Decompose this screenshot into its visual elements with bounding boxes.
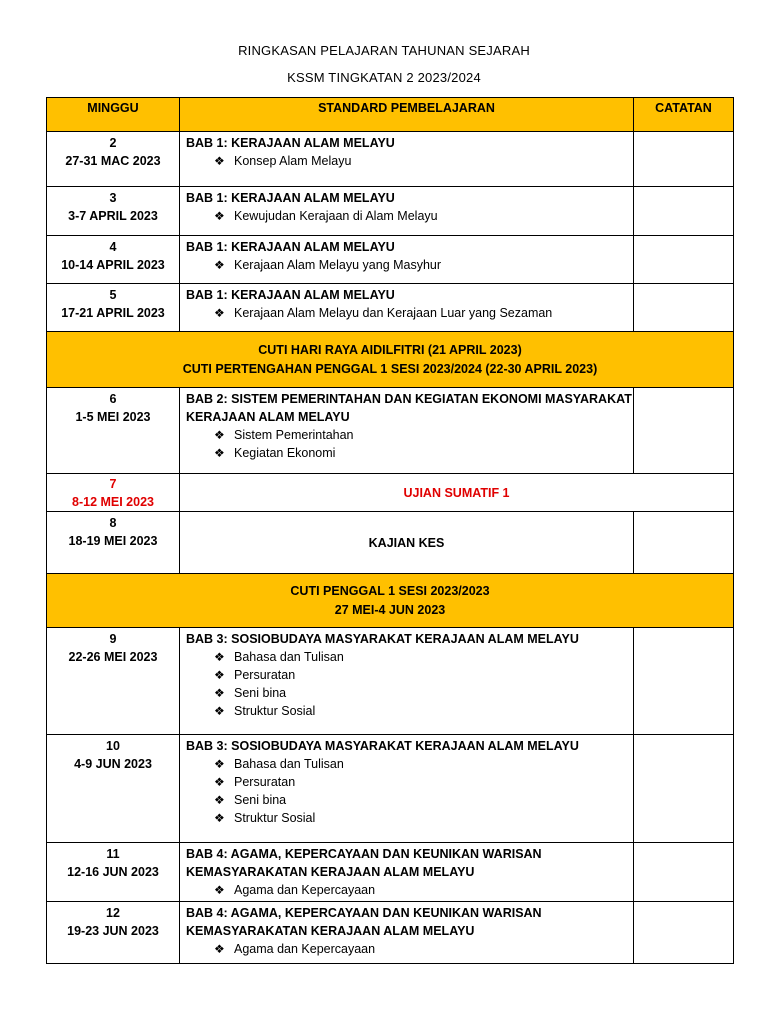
table-row — [47, 735, 734, 843]
table-row — [47, 187, 734, 236]
week-cell — [47, 236, 180, 284]
chapter-title: BAB 1: KERAJAAN ALAM MELAYU — [186, 136, 395, 150]
week-date: 18-19 MEI 2023 — [68, 534, 158, 548]
week-date: 17-21 APRIL 2023 — [61, 306, 165, 320]
topic-label: Struktur Sosial — [234, 811, 316, 825]
week-cell — [47, 735, 180, 843]
topic-list — [186, 940, 633, 958]
list-item — [214, 791, 633, 809]
standard-cell — [180, 132, 634, 187]
diamond-bullet-icon: ❖ — [214, 446, 225, 460]
list-item — [214, 207, 633, 225]
column-header-minggu: MINGGU — [47, 98, 180, 132]
column-header-standard: STANDARD PEMBELAJARAN — [180, 98, 634, 132]
diamond-bullet-icon: ❖ — [214, 811, 225, 825]
catatan-cell — [634, 628, 734, 735]
standard-cell — [180, 284, 634, 332]
week-date: 12-16 JUN 2023 — [67, 865, 159, 879]
topic-label: Bahasa dan Tulisan — [234, 757, 344, 771]
list-item — [214, 881, 633, 899]
topic-label: Kegiatan Ekonomi — [234, 446, 336, 460]
topic-label: Seni bina — [234, 793, 287, 807]
exam-cell — [180, 474, 734, 512]
list-item — [214, 444, 633, 462]
week-date: 3-7 APRIL 2023 — [68, 209, 158, 223]
week-date: 22-26 MEI 2023 — [68, 650, 158, 664]
diamond-bullet-icon: ❖ — [214, 209, 225, 223]
standard-cell — [180, 902, 634, 964]
diamond-bullet-icon: ❖ — [214, 942, 225, 956]
topic-label: Struktur Sosial — [234, 704, 316, 718]
topic-label: Bahasa dan Tulisan — [234, 650, 344, 664]
chapter-title: BAB 1: KERAJAAN ALAM MELAYU — [186, 288, 395, 302]
standard-cell — [180, 388, 634, 474]
week-date: 8-12 MEI 2023 — [72, 495, 154, 509]
table-row — [47, 902, 734, 964]
topic-list — [186, 304, 633, 322]
week-number: 12 — [106, 906, 120, 920]
diamond-bullet-icon: ❖ — [214, 793, 225, 807]
topic-label: Seni bina — [234, 686, 287, 700]
standard-cell — [180, 735, 634, 843]
topic-label: Kerajaan Alam Melayu dan Kerajaan Luar yang Sezaman — [234, 306, 553, 320]
diamond-bullet-icon: ❖ — [214, 668, 225, 682]
week-cell — [47, 388, 180, 474]
event-cell — [180, 512, 634, 574]
list-item — [214, 152, 633, 170]
chapter-title: BAB 4: AGAMA, KEPERCAYAAN DAN KEUNIKAN WARISAN KEMASYARAKATAN KERAJAAN ALAM MELAYU — [186, 847, 542, 879]
catatan-cell — [634, 735, 734, 843]
chapter-title: BAB 3: SOSIOBUDAYA MASYARAKAT KERAJAAN ALAM MELAYU — [186, 739, 579, 753]
diamond-bullet-icon: ❖ — [214, 883, 225, 897]
catatan-cell — [634, 236, 734, 284]
diamond-bullet-icon: ❖ — [214, 154, 225, 168]
holiday-line: 27 MEI-4 JUN 2023 — [334, 602, 446, 617]
list-item — [214, 304, 633, 322]
table-row — [47, 843, 734, 902]
list-item — [214, 940, 633, 958]
week-date: 19-23 JUN 2023 — [67, 924, 159, 938]
holiday-row — [47, 332, 734, 388]
table-row — [47, 388, 734, 474]
diamond-bullet-icon: ❖ — [214, 757, 225, 771]
diamond-bullet-icon: ❖ — [214, 704, 225, 718]
standard-cell — [180, 628, 634, 735]
topic-list — [186, 152, 633, 170]
week-cell — [47, 474, 180, 512]
list-item — [214, 666, 633, 684]
week-number: 5 — [109, 288, 117, 302]
topic-list — [186, 881, 633, 899]
week-cell — [47, 284, 180, 332]
standard-cell — [180, 236, 634, 284]
week-number: 8 — [109, 516, 117, 530]
week-number: 10 — [106, 739, 120, 753]
event-label: KAJIAN KES — [368, 535, 445, 550]
chapter-title: BAB 4: AGAMA, KEPERCAYAAN DAN KEUNIKAN WARISAN KEMASYARAKATAN KERAJAAN ALAM MELAYU — [186, 906, 542, 938]
diamond-bullet-icon: ❖ — [214, 258, 225, 272]
list-item — [214, 702, 633, 720]
catatan-cell — [634, 284, 734, 332]
catatan-cell — [634, 187, 734, 236]
diamond-bullet-icon: ❖ — [214, 686, 225, 700]
list-item — [214, 256, 633, 274]
topic-list — [186, 256, 633, 274]
week-cell — [47, 187, 180, 236]
week-number: 6 — [109, 392, 117, 406]
holiday-cell — [47, 574, 734, 628]
week-number: 7 — [109, 477, 117, 491]
column-header-catatan: CATATAN — [634, 98, 734, 132]
topic-label: Persuratan — [234, 668, 296, 682]
table-row — [47, 284, 734, 332]
list-item — [214, 773, 633, 791]
holiday-line: CUTI HARI RAYA AIDILFITRI (21 APRIL 2023) — [258, 342, 522, 357]
document-subtitle: KSSM TINGKATAN 2 2023/2024 — [287, 70, 481, 85]
diamond-bullet-icon: ❖ — [214, 775, 225, 789]
catatan-cell — [634, 512, 734, 574]
week-date: 10-14 APRIL 2023 — [61, 258, 165, 272]
topic-label: Persuratan — [234, 775, 296, 789]
table-row — [47, 512, 734, 574]
standard-cell — [180, 187, 634, 236]
diamond-bullet-icon: ❖ — [214, 306, 225, 320]
table-header-row — [47, 98, 734, 132]
topic-label: Konsep Alam Melayu — [234, 154, 352, 168]
diamond-bullet-icon: ❖ — [214, 428, 225, 442]
topic-label: Kewujudan Kerajaan di Alam Melayu — [234, 209, 438, 223]
list-item — [214, 755, 633, 773]
week-date: 4-9 JUN 2023 — [74, 757, 152, 771]
catatan-cell — [634, 843, 734, 902]
chapter-title: BAB 1: KERAJAAN ALAM MELAYU — [186, 191, 395, 205]
diamond-bullet-icon: ❖ — [214, 650, 225, 664]
topic-list — [186, 426, 633, 462]
chapter-title: BAB 3: SOSIOBUDAYA MASYARAKAT KERAJAAN ALAM MELAYU — [186, 632, 579, 646]
document-title: RINGKASAN PELAJARAN TAHUNAN SEJARAH — [238, 43, 530, 58]
topic-label: Kerajaan Alam Melayu yang Masyhur — [234, 258, 442, 272]
week-date: 27-31 MAC 2023 — [65, 154, 161, 168]
exam-label: UJIAN SUMATIF 1 — [403, 485, 510, 500]
topic-label: Agama dan Kepercayaan — [234, 883, 376, 897]
chapter-title: BAB 1: KERAJAAN ALAM MELAYU — [186, 240, 395, 254]
week-number: 4 — [109, 240, 117, 254]
week-number: 2 — [109, 136, 117, 150]
list-item — [214, 684, 633, 702]
topic-list — [186, 207, 633, 225]
table-row — [47, 474, 734, 512]
list-item — [214, 648, 633, 666]
standard-cell — [180, 843, 634, 902]
lesson-plan-table — [46, 97, 734, 964]
topic-label: Sistem Pemerintahan — [234, 428, 354, 442]
catatan-cell — [634, 388, 734, 474]
table-row — [47, 236, 734, 284]
holiday-line: CUTI PENGGAL 1 SESI 2023/2023 — [290, 583, 490, 598]
week-number: 9 — [109, 632, 117, 646]
week-cell — [47, 902, 180, 964]
chapter-title: BAB 2: SISTEM PEMERINTAHAN DAN KEGIATAN EKONOMI MASYARAKAT KERAJAAN ALAM MELAYU — [186, 392, 632, 424]
week-number: 3 — [109, 191, 117, 205]
table-row — [47, 628, 734, 735]
table-row — [47, 132, 734, 187]
week-cell — [47, 628, 180, 735]
list-item — [214, 809, 633, 827]
topic-list — [186, 755, 633, 827]
holiday-line: CUTI PERTENGAHAN PENGGAL 1 SESI 2023/2024 (22-30 APRIL 2023) — [182, 361, 598, 376]
week-cell — [47, 512, 180, 574]
catatan-cell — [634, 902, 734, 964]
week-number: 11 — [106, 847, 120, 861]
holiday-cell — [47, 332, 734, 388]
topic-label: Agama dan Kepercayaan — [234, 942, 376, 956]
week-cell — [47, 843, 180, 902]
list-item — [214, 426, 633, 444]
catatan-cell — [634, 132, 734, 187]
week-date: 1-5 MEI 2023 — [75, 410, 151, 424]
topic-list — [186, 648, 633, 720]
week-cell — [47, 132, 180, 187]
holiday-row — [47, 574, 734, 628]
